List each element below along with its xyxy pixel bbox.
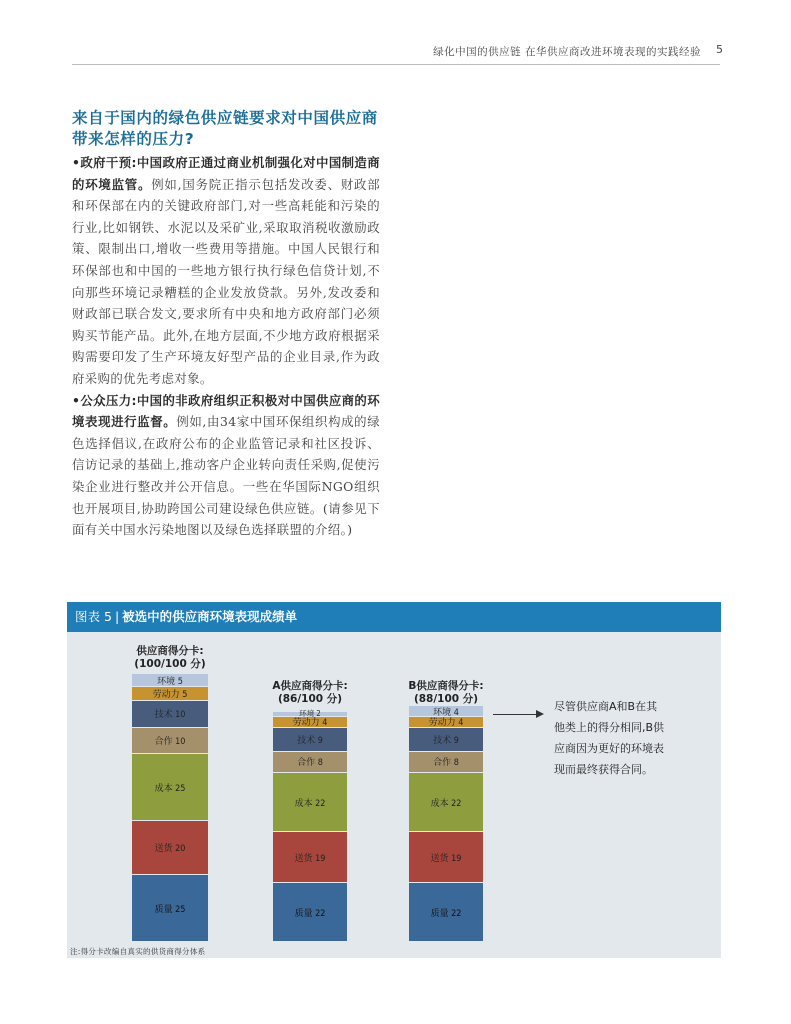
paragraph-public <box>72 390 380 541</box>
paragraph-lead: •公众压力:中国的非政府组织正积极对中国供应商的环境表现进行监督。 <box>72 392 380 430</box>
scorecard-total: (88/100 分) <box>413 693 479 705</box>
arrow-icon <box>493 714 539 715</box>
bar-segment-environment <box>132 674 208 687</box>
scorecard-title-line1: B供应商得分卡: <box>408 680 484 692</box>
segment-label: 送货 20 <box>154 844 186 855</box>
arrow-head-icon <box>536 710 544 718</box>
segment-label: 合作 10 <box>154 736 186 747</box>
page-number: 5 <box>716 43 723 56</box>
scorecard-title-line1: A供应商得分卡: <box>272 680 348 692</box>
bar-segment-labor <box>409 717 483 728</box>
scorecard-title <box>397 680 495 706</box>
bar-segment-technology <box>132 701 208 728</box>
running-header <box>0 40 791 64</box>
figure-title-bar <box>67 602 721 632</box>
bar-segment-labor <box>132 687 208 700</box>
paragraph-text: 例如,国务院正指示包括发改委、财政部和环保部在内的关键政府部门,对一些高耗能和污染的行业,比如钢铁、水泥以及采矿业,采取取消税收激励政策、限制出口,增收一些费用等措施。中国人民银行和环保部也和中国的一些地方银行执行绿色信贷计划,不向那些环境记录糟糕的企业发放贷款。另外,发改委和财政部已联合发文,要求所有中央和地方政府部门必须购买节能产品。此外,在地方层面,不少地方政府根据采购需要印发了生产环境友好型产品的企业目录,作为政府采购的优先考虑对象。 <box>72 176 380 386</box>
segment-label: 成本 22 <box>294 798 326 809</box>
figure-footnote: 注:得分卡改编自真实的供货商得分体系 <box>70 947 206 956</box>
segment-label: 送货 19 <box>430 853 462 864</box>
scorecard-title-line1: 供应商得分卡: <box>136 645 204 657</box>
figure-separator: | <box>114 609 120 624</box>
bar-segment-cost <box>273 773 347 832</box>
segment-label: 劳动力 5 <box>152 690 188 701</box>
figure-title: 被选中的供应商环境表现成绩单 <box>122 609 298 624</box>
figure-conclusion: 尽管供应商A和B在其他类上的得分相同,B供应商因为更好的环境表现而最终获得合同。 <box>554 700 665 776</box>
bar-segment-delivery <box>409 832 483 883</box>
article-body <box>72 152 380 541</box>
segment-label: 合作 8 <box>433 758 459 769</box>
scorecard-title <box>120 645 220 671</box>
paragraph-government <box>72 152 380 390</box>
paragraph-lead: •政府干预:中国政府正通过商业机制强化对中国制造商的环境监管。 <box>72 155 380 192</box>
segment-label: 劳动力 4 <box>428 718 464 729</box>
segment-label: 成本 22 <box>430 798 462 809</box>
section-heading: 来自于国内的绿色供应链要求对中国供应商带来怎样的压力? <box>72 109 378 148</box>
bar-segment-quality <box>273 883 347 942</box>
segment-label: 环境 2 <box>299 709 321 719</box>
segment-label: 技术 9 <box>297 735 323 746</box>
bar-segment-cooperation <box>132 728 208 755</box>
bar-segment-technology <box>273 728 347 752</box>
scorecard-title <box>261 680 359 706</box>
bar-segment-cooperation <box>409 752 483 773</box>
segment-label: 送货 19 <box>294 853 326 864</box>
bar-segment-quality <box>409 883 483 942</box>
segment-label: 合作 8 <box>297 758 323 769</box>
segment-label: 质量 22 <box>430 908 462 919</box>
segment-label: 环境 5 <box>157 676 183 687</box>
header-divider <box>72 64 720 65</box>
bar-segment-cost <box>132 754 208 821</box>
bar-segment-cooperation <box>273 752 347 773</box>
segment-label: 劳动力 4 <box>292 718 328 729</box>
scorecard-total: (86/100 分) <box>277 693 343 705</box>
scorecard-total: (100/100 分) <box>134 658 206 670</box>
bar-segment-environment <box>273 709 347 719</box>
bar-segment-delivery <box>273 832 347 883</box>
bar-segment-delivery <box>132 821 208 875</box>
segment-label: 成本 25 <box>154 783 186 794</box>
segment-label: 质量 22 <box>294 908 326 919</box>
figure-number: 图表 5 <box>75 609 112 624</box>
bar-segment-cost <box>409 773 483 832</box>
segment-label: 技术 9 <box>433 735 459 746</box>
bar-segment-technology <box>409 728 483 752</box>
segment-label: 技术 10 <box>154 710 186 721</box>
paragraph-text: 例如,由34家中国环保组织构成的绿色选择倡议,在政府公布的企业监管记录和社区投诉、信访记录的基础上,推动客户企业转向责任采购,促使污染企业进行整改并公开信息。一些在华国际NGO组织也开展项目,协助跨国公司建设绿色供应链。(请参见下面有关中国水污染地图以及绿色选择联盟的介绍。) <box>72 414 380 538</box>
running-title: 绿化中国的供应链 在华供应商改进环境表现的实践经验 <box>433 46 701 58</box>
bar-segment-environment <box>409 706 483 717</box>
segment-label: 环境 4 <box>433 707 459 718</box>
bar-segment-quality <box>132 875 208 942</box>
segment-label: 质量 25 <box>154 904 186 915</box>
